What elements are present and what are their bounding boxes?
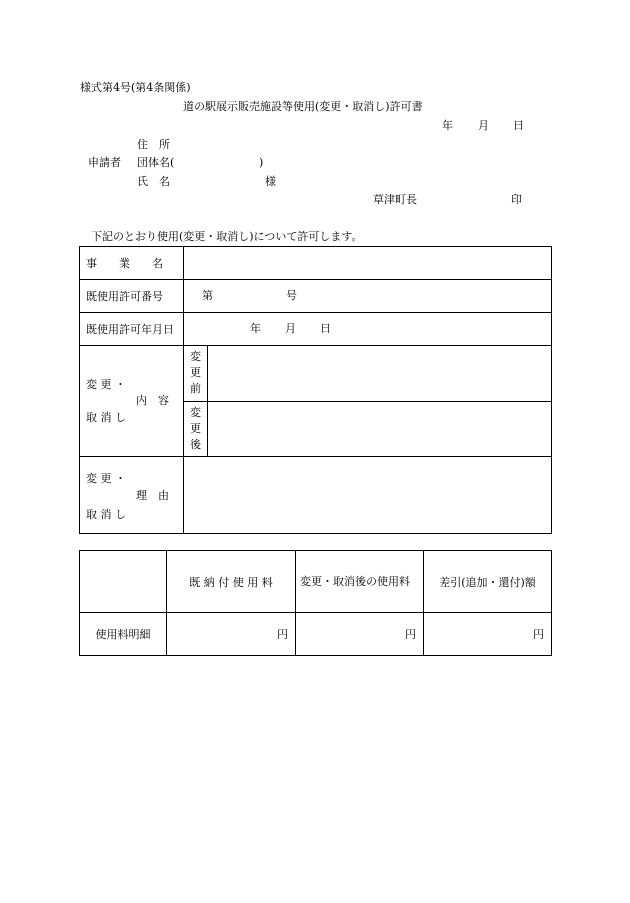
reason-label-line1: 変 更 ・: [86, 472, 126, 485]
after-char-1: 変: [190, 405, 201, 419]
permit-no-suffix: 号: [286, 289, 297, 302]
fee-header-after: 変更・取消後の使用料: [296, 551, 424, 613]
issuer-title: 草津町長: [373, 193, 417, 206]
prev-permit-date-value: [184, 313, 552, 346]
date-day: 日: [513, 119, 524, 132]
org-close: ): [259, 156, 264, 169]
permit-date-day: 日: [320, 322, 331, 335]
permit-no-prefix: 第: [202, 289, 213, 302]
before-label: [184, 346, 208, 402]
date-month: 月: [478, 119, 489, 132]
seal-mark: 印: [511, 193, 522, 206]
permit-date-year: 年: [250, 322, 261, 335]
fee-after-unit: 円: [296, 613, 424, 656]
page-title: 道の駅展示販売施設等使用(変更・取消し)許可書: [183, 100, 423, 113]
prev-permit-no-value: [184, 280, 552, 313]
content-label-line2: 内 容: [136, 394, 169, 407]
content-label-line3: 取 消 し: [86, 411, 126, 424]
prev-permit-date-label: 既使用許可年月日: [80, 313, 184, 346]
after-content-value: [208, 401, 552, 457]
reason-label-cell: [80, 457, 184, 534]
form-number: 様式第4号(第4条関係): [80, 81, 191, 94]
date-year: 年: [442, 119, 453, 132]
business-name-label: 事 業 名: [80, 247, 184, 280]
honorific: 様: [265, 175, 276, 188]
reason-label-line2: 理 由: [136, 489, 169, 502]
fee-header-empty: [80, 551, 167, 613]
prev-permit-no-label: 既使用許可番号: [80, 280, 184, 313]
before-char-1: 変: [190, 350, 201, 363]
after-char-2: 更: [190, 421, 201, 435]
reason-label-line3: 取 消 し: [86, 508, 126, 521]
permit-date-month: 月: [285, 322, 296, 335]
name-label: 氏 名: [137, 175, 170, 188]
fee-paid-unit: 円: [167, 613, 296, 656]
fee-row-label: 使用料明細: [80, 613, 167, 656]
content-label-line1: 変 更 ・: [86, 378, 126, 391]
before-char-2: 更: [190, 366, 201, 379]
main-table: [79, 246, 552, 534]
org-label: 団体名(: [137, 156, 175, 169]
applicant-label: 申請者: [88, 156, 121, 169]
reason-value: [184, 457, 552, 534]
fee-table: [79, 550, 552, 656]
after-char-3: 後: [190, 437, 201, 451]
content-label-cell: [80, 346, 184, 457]
business-name-value: [184, 247, 552, 280]
fee-diff-unit: 円: [424, 613, 552, 656]
after-label: [184, 401, 208, 457]
intro-text: 下記のとおり使用(変更・取消し)について許可します。: [91, 230, 363, 243]
address-label: 住 所: [137, 138, 170, 151]
before-char-3: 前: [190, 382, 201, 395]
fee-header-paid: 既 納 付 使 用 料: [167, 551, 296, 613]
fee-header-diff: 差引(追加・還付)額: [424, 551, 552, 613]
before-content-value: [208, 346, 552, 402]
